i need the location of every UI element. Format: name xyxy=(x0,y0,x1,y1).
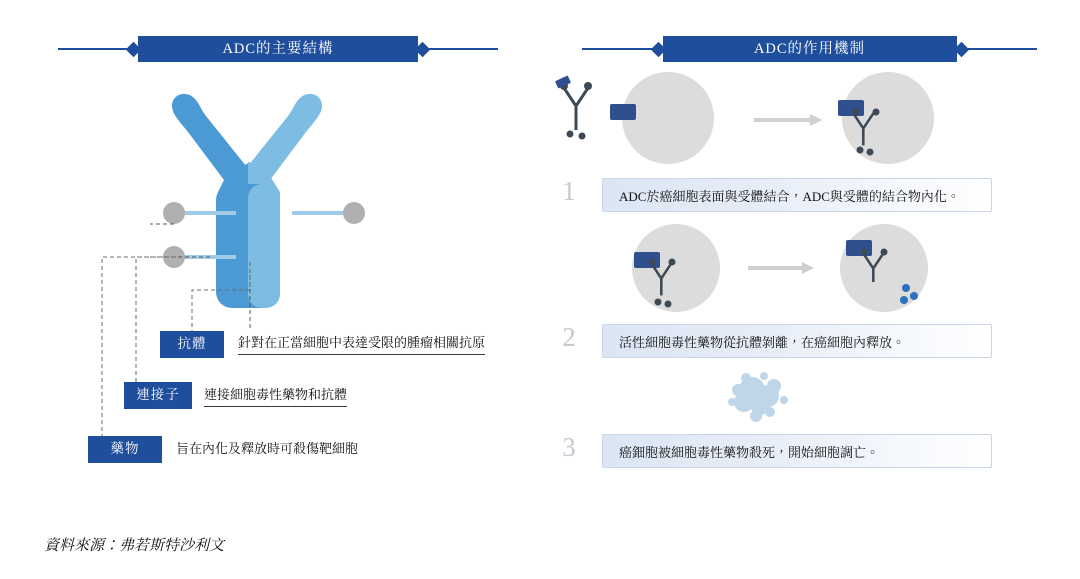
left-panel-title-bar xyxy=(58,36,498,62)
title-rule-right-2 xyxy=(966,48,1038,50)
step-caption-3: 癌鈿胞被細胞毒性藥物殺死，開始細胞調亡。 xyxy=(602,434,992,468)
legend-drug-label: 藥物 xyxy=(88,436,162,463)
legend-antibody-description: 針對在正當細胞中表達受限的腫瘤相關抗原 xyxy=(238,334,485,355)
legend-antibody-label: 抗體 xyxy=(160,331,224,358)
title-rule-left xyxy=(58,48,129,50)
step-3-apoptosis-illustration xyxy=(700,368,820,428)
step-number-2: 2 xyxy=(562,322,576,352)
page-title-left: ADC的主要結構 xyxy=(138,36,418,62)
step-number-1: 1 xyxy=(562,176,576,206)
source-note: 資料來源：弗若斯特沙利文 xyxy=(44,538,225,554)
right-panel-title-bar xyxy=(582,36,1037,62)
antibody-structure-illustration xyxy=(150,80,380,330)
step-2-cell-illustration xyxy=(620,222,970,314)
title-rule-left-2 xyxy=(582,48,654,50)
step-caption-1: ADC於癌細胞表面與受體結合，ADC與受體的結合物內化。 xyxy=(602,178,992,212)
legend-drug-description: 旨在內化及釋放時可殺傷靶細胞 xyxy=(176,441,359,456)
page-title-right: ADC的作用機制 xyxy=(663,36,957,62)
step-1-cell-illustration xyxy=(548,72,968,168)
step-caption-2: 活性細胞毒性藥物從抗體剝離，在癌細胞內釋放。 xyxy=(602,324,992,358)
title-rule-right xyxy=(427,48,498,50)
legend-linker-description: 連接細胞毒性藥物和抗體 xyxy=(204,386,347,407)
legend-linker-label: 連接子 xyxy=(124,382,192,409)
step-number-3: 3 xyxy=(562,432,576,462)
